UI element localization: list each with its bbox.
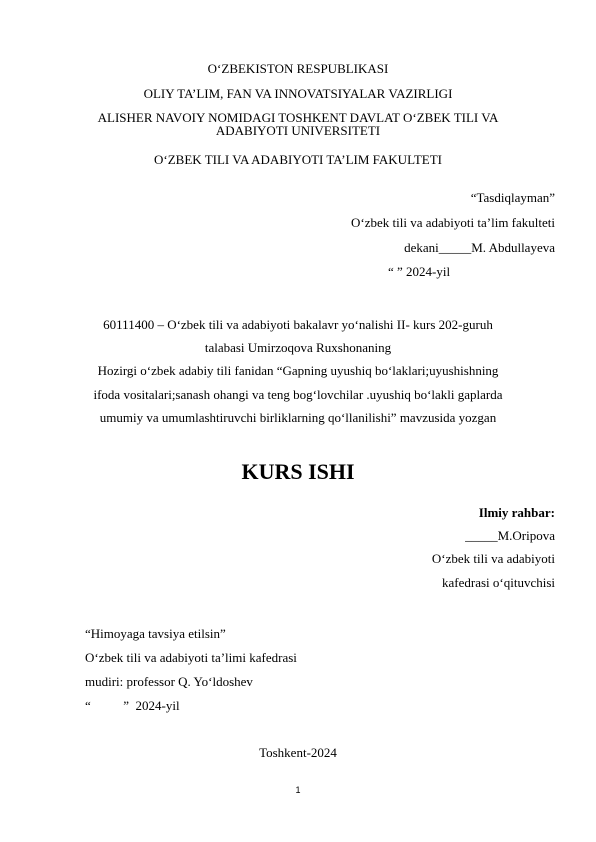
document-title: KURS ISHI xyxy=(241,459,355,484)
defense-date: “ ” 2024-yil xyxy=(85,698,180,713)
topic-line-3: umumiy va umumlashtiruvchi birliklarning qo‘llanilishi” mavzusida yozgan xyxy=(99,410,497,425)
approval-title: “Tasdiqlayman” xyxy=(470,190,555,205)
supervisor-name: _____M.Oripova xyxy=(465,528,555,543)
defense-department: O‘zbek tili va adabiyoti ta’limi kafedrasi xyxy=(85,650,297,665)
footer-city-year: Toshkent-2024 xyxy=(259,745,337,760)
page-number: 1 xyxy=(295,785,301,795)
student-program: 60111400 – O‘zbek tili va adabiyoti bakalavr yo‘nalishi II- kurs 202-guruh xyxy=(103,317,493,332)
student-name: talabasi Umirzoqova Ruxshonaning xyxy=(204,340,392,355)
approval-faculty: O‘zbek tili va adabiyoti ta’lim fakulteti xyxy=(351,215,555,230)
defense-head: mudiri: professor Q. Yo‘ldoshev xyxy=(85,674,253,689)
supervisor-position: kafedrasi o‘qituvchisi xyxy=(442,575,555,590)
defense-recommendation: “Himoyaga tavsiya etilsin” xyxy=(85,626,226,641)
approval-date: “ ” 2024-yil xyxy=(388,264,451,279)
supervisor-label: Ilmiy rahbar: xyxy=(478,505,555,520)
supervisor-department: O‘zbek tili va adabiyoti xyxy=(431,551,555,566)
approval-dean: dekani_____M. Abdullayeva xyxy=(404,240,555,255)
topic-line-2: ifoda vositalari;sanash ohangi va teng bog‘lovchilar .uyushiq bo‘lakli gaplarda xyxy=(93,387,503,402)
header-country: O‘ZBEKISTON RESPUBLIKASI xyxy=(207,61,389,76)
header-ministry: OLIY TA’LIM, FAN VA INNOVATSIYALAR VAZIRLIGI xyxy=(143,86,453,101)
topic-line-1: Hozirgi o‘zbek adabiy tili fanidan “Gapning uyushiq bo‘laklari;uyushishning xyxy=(97,363,499,378)
header-faculty: O‘ZBEK TILI VA ADABIYOTI TA’LIM FAKULTETI xyxy=(154,152,442,167)
header-university: ALISHER NAVOIY NOMIDAGI TOSHKENT DAVLAT O‘ZBEK TILI VA ADABIYOTI UNIVERSITETI xyxy=(97,110,499,138)
